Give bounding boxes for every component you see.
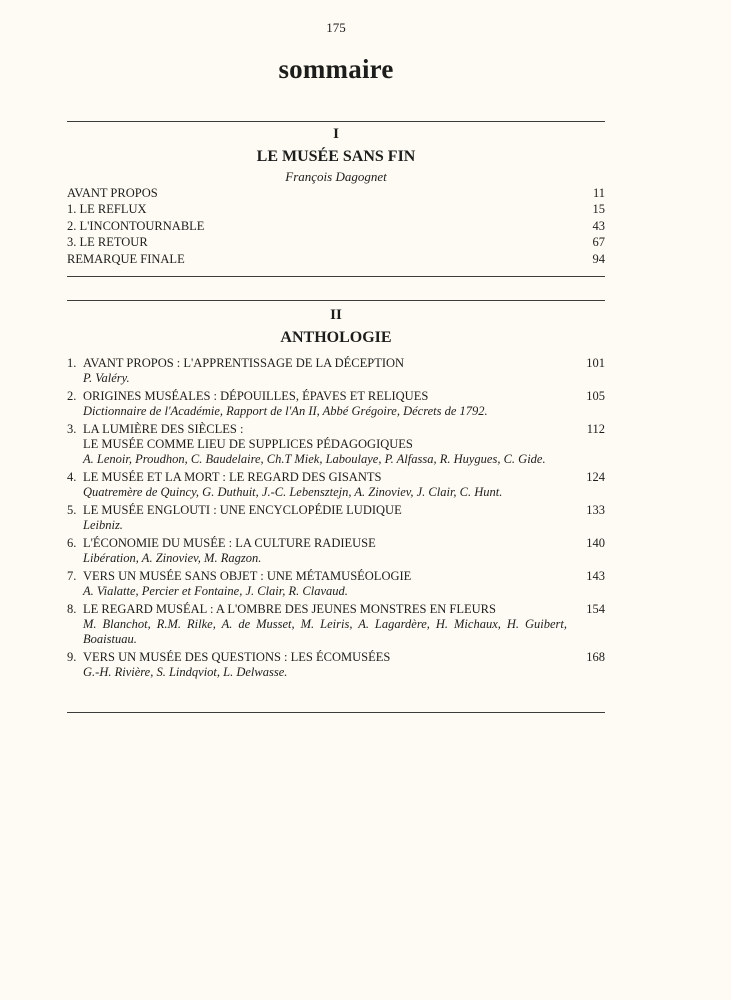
anthology-entry-number: 3. [67, 422, 77, 436]
section-divider [67, 712, 605, 713]
anthology-entry-authors: A. Lenoir, Proudhon, C. Baudelaire, Ch.T Miek, Laboulaye, P. Alfassa, R. Huygues, C. Gide. [83, 452, 546, 466]
toc-entry-page: 43 [592, 218, 605, 233]
anthology-entry[interactable] [67, 470, 605, 500]
anthology-entry[interactable] [67, 536, 605, 566]
part1-heading [67, 126, 605, 185]
part1-roman-numeral: I [333, 126, 339, 142]
toc-entry[interactable] [67, 218, 605, 234]
anthology-entry-number: 5. [67, 503, 77, 517]
anthology-entry-page: 124 [586, 470, 605, 484]
anthology-entry-title: LE MUSÉE ET LA MORT : LE REGARD DES GISANTS [83, 470, 382, 484]
toc-entry-page: 67 [592, 235, 605, 250]
anthology-entry-number: 2. [67, 389, 77, 403]
anthology-entry-number: 8. [67, 602, 77, 616]
part1-toc [67, 185, 605, 267]
anthology-entry[interactable] [67, 602, 605, 647]
toc-entry-page: 15 [592, 202, 605, 217]
toc-entry-label: REMARQUE FINALE [67, 251, 185, 266]
section-divider [67, 300, 605, 301]
anthology-entry-title: VERS UN MUSÉE DES QUESTIONS : LES ÉCOMUSÉES [83, 650, 391, 664]
anthology-entry[interactable] [67, 356, 605, 386]
section-divider [67, 276, 605, 277]
toc-entry-label: 2. L'INCONTOURNABLE [67, 218, 205, 233]
part1-title: LE MUSÉE SANS FIN [256, 148, 416, 165]
anthology-entry-subtitle: LE MUSÉE COMME LIEU DE SUPPLICES PÉDAGOGIQUES [83, 437, 413, 451]
toc-entry-page: 11 [592, 186, 605, 200]
part2-roman-numeral: II [330, 307, 342, 323]
anthology-entry-page: 112 [586, 422, 605, 436]
anthology-entry[interactable] [67, 422, 605, 467]
anthology-entry-authors: G.-H. Rivière, S. Lindqviot, L. Delwasse. [83, 665, 288, 679]
toc-entry[interactable] [67, 234, 605, 250]
toc-entry-label: 3. LE RETOUR [67, 235, 148, 250]
anthology-entry-number: 1. [67, 356, 77, 370]
anthology-entry-authors: P. Valéry. [83, 371, 130, 385]
anthology-entry-number: 4. [67, 470, 77, 484]
anthology-entry-number: 6. [67, 536, 77, 550]
anthology-entry-number: 7. [67, 569, 77, 583]
part1-author: François Dagognet [285, 169, 387, 184]
anthology-entry-page: 101 [586, 356, 605, 370]
anthology-entry-authors: Quatremère de Quincy, G. Duthuit, J.-C. Lebensztejn, A. Zinoviev, J. Clair, C. Hunt. [83, 485, 503, 499]
anthology-entry[interactable] [67, 650, 605, 680]
anthology-entry-authors: Leibniz. [83, 518, 123, 532]
anthology-entry-title: LE MUSÉE ENGLOUTI : UNE ENCYCLOPÉDIE LUDIQUE [83, 503, 402, 517]
page-title: sommaire [278, 54, 394, 84]
section-divider [67, 121, 605, 122]
anthology-entry-title: VERS UN MUSÉE SANS OBJET : UNE MÉTAMUSÉOLOGIE [83, 569, 412, 583]
toc-entry-label: 1. LE REFLUX [67, 202, 147, 217]
anthology-entry-page: 133 [586, 503, 605, 517]
part2-toc [67, 356, 605, 683]
toc-entry[interactable] [67, 251, 605, 267]
anthology-entry-title: AVANT PROPOS : L'APPRENTISSAGE DE LA DÉCEPTION [83, 356, 405, 370]
toc-entry[interactable] [67, 185, 605, 201]
toc-entry[interactable] [67, 201, 605, 217]
anthology-entry[interactable] [67, 503, 605, 533]
toc-entry-label: AVANT PROPOS [67, 186, 158, 200]
anthology-entry-page: 105 [586, 389, 605, 403]
anthology-entry-page: 154 [586, 602, 605, 616]
part2-title: ANTHOLOGIE [280, 329, 392, 346]
toc-entry-page: 94 [592, 251, 605, 266]
anthology-entry-title: ORIGINES MUSÉALES : DÉPOUILLES, ÉPAVES ET RELIQUES [83, 389, 429, 403]
anthology-entry-page: 140 [586, 536, 605, 550]
anthology-entry-title: L'ÉCONOMIE DU MUSÉE : LA CULTURE RADIEUSE [83, 536, 376, 550]
anthology-entry[interactable] [67, 389, 605, 419]
anthology-entry-authors: Libération, A. Zinoviev, M. Ragzon. [83, 551, 262, 565]
part2-heading [67, 307, 605, 348]
anthology-entry-number: 9. [67, 650, 77, 664]
anthology-entry-page: 143 [586, 569, 605, 583]
anthology-entry[interactable] [67, 569, 605, 599]
anthology-entry-title: LE REGARD MUSÉAL : A L'OMBRE DES JEUNES MONSTRES EN FLEURS [83, 602, 496, 616]
anthology-entry-page: 168 [586, 650, 605, 664]
anthology-entry-authors: A. Vialatte, Percier et Fontaine, J. Clair, R. Clavaud. [83, 584, 348, 598]
anthology-entry-authors: Dictionnaire de l'Académie, Rapport de l'An II, Abbé Grégoire, Décrets de 1792. [83, 404, 488, 418]
anthology-entry-authors: M. Blanchot, R.M. Rilke, A. de Musset, M. Leiris, A. Lagardère, H. Michaux, H. Guibert, Boaistuau. [83, 617, 567, 646]
page-number: 175 [326, 20, 346, 35]
anthology-entry-title: LA LUMIÈRE DES SIÈCLES : [83, 422, 244, 436]
